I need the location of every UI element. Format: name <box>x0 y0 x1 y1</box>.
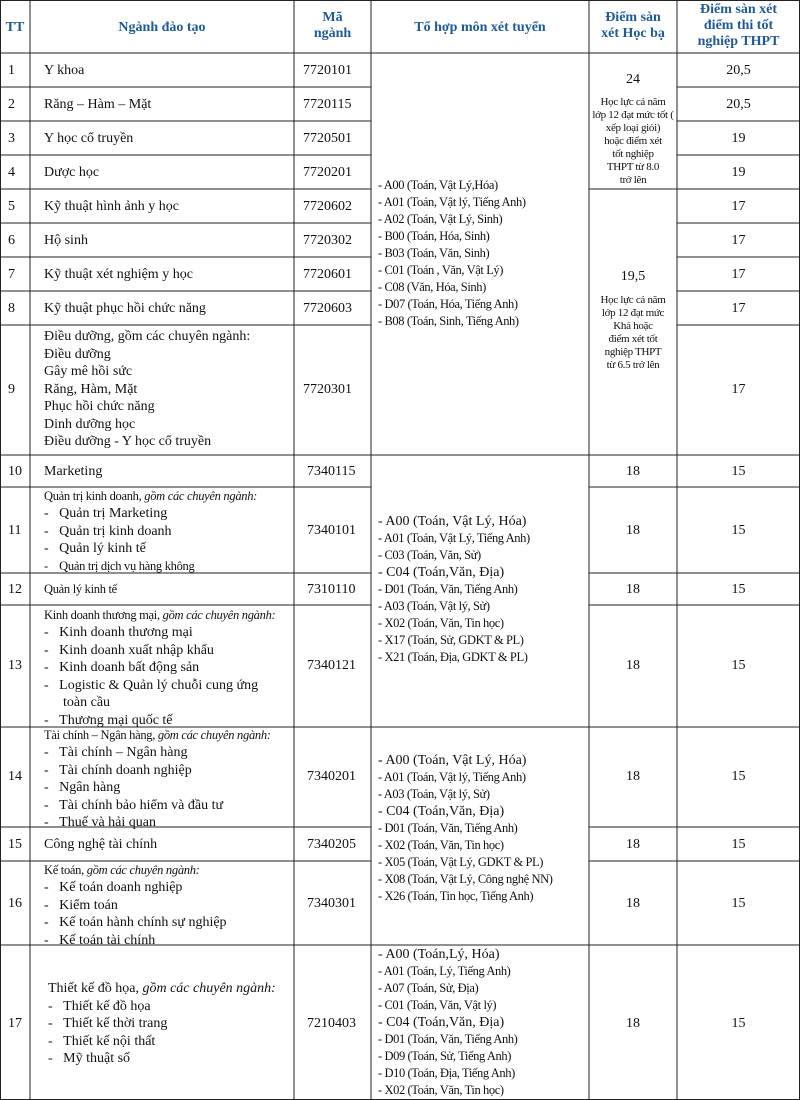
row-thpt: 17 <box>731 233 746 248</box>
row-tt: 14 <box>8 769 22 784</box>
row-major: Hộ sinh <box>44 233 88 248</box>
row-major: Quản trị kinh doanh, gồm các chuyên ngành: - Quản trị Marketing - Quản trị kinh doanh - Quản lý kinh tế - Quản trị dịch vụ hàng không <box>44 489 258 573</box>
row-code: 7720201 <box>303 165 352 180</box>
row-code: 7210403 <box>307 1016 356 1031</box>
row-major: Kế toán, gồm các chuyên ngành: - Kế toán doanh nghiệp - Kiểm toán - Kế toán hành chính sự nghiệp - Kế toán tài chính <box>44 863 227 948</box>
hocba-note: Học lực cả năm lớp 12 đạt mức Khá hoặc điểm xét tốt nghiệp THPT từ 6.5 trở lên <box>600 294 666 371</box>
row-code: 7720101 <box>303 63 352 78</box>
row-tt: 2 <box>8 97 15 112</box>
row-hocba: 18 <box>626 1016 640 1031</box>
combo-list: - A00 (Toán, Vật Lý,Hóa) - A01 (Toán, Vật lý, Tiếng Anh) - A02 (Toán, Vật Lý, Sinh) - B00 (Toán, Hóa, Sinh) - B03 (Toán, Văn, Sinh) - C01 (Toán , Văn, Vật Lý) - C08 (Văn, Hóa, Sinh) - D07 (Toán, Hóa, Tiếng Anh) - B08 (Toán, Sinh, Tiếng Anh) <box>378 178 526 328</box>
row-code: 7720601 <box>303 267 352 282</box>
row-tt: 6 <box>8 233 15 248</box>
row-thpt: 15 <box>731 658 746 673</box>
row-thpt: 15 <box>731 523 746 538</box>
row-major: Công nghệ tài chính <box>44 837 158 852</box>
row-tt: 8 <box>8 301 15 316</box>
row-thpt: 17 <box>731 301 746 316</box>
row-thpt: 15 <box>731 769 746 784</box>
row-code: 7310110 <box>307 582 356 597</box>
row-thpt: 15 <box>731 582 746 597</box>
row-code: 7340101 <box>307 523 356 538</box>
row-tt: 15 <box>8 837 22 852</box>
row-major: Thiết kế đồ họa, gồm các chuyên ngành: - Thiết kế đồ họa - Thiết kế thời trang - Thiết kế nội thất - Mỹ thuật số <box>48 981 276 1066</box>
row-tt: 10 <box>8 464 22 479</box>
row-hocba: 18 <box>626 769 640 784</box>
row-tt: 12 <box>8 582 22 597</box>
row-tt: 5 <box>8 199 15 214</box>
row-hocba: 18 <box>626 896 640 911</box>
row-major: Điều dưỡng, gồm các chuyên ngành: Điều dưỡng Gây mê hồi sức Răng, Hàm, Mặt Phục hồi chức năng Dinh dưỡng học Điều dưỡng - Y học cổ truyền <box>44 329 251 449</box>
header-hocba: Điểm sàn xét Học bạ <box>601 10 665 41</box>
header-tt: TT <box>5 20 25 35</box>
row-tt: 17 <box>8 1016 22 1031</box>
row-tt: 1 <box>8 63 15 78</box>
row-major: Kỹ thuật xét nghiệm y học <box>44 267 193 282</box>
row-code: 7340201 <box>307 769 356 784</box>
row-thpt: 20,5 <box>726 63 751 78</box>
row-tt: 7 <box>8 267 15 282</box>
row-thpt: 17 <box>731 382 746 397</box>
row-thpt: 15 <box>731 464 746 479</box>
row-thpt: 19 <box>731 131 746 146</box>
row-thpt: 15 <box>731 896 746 911</box>
row-code: 7720501 <box>303 131 352 146</box>
combo-list: - A00 (Toán, Vật Lý, Hóa) - A01 (Toán, Vật lý, Tiếng Anh) - A03 (Toán, Vật lý, Sử) - C04 (Toán,Văn, Địa) - D01 (Toán, Văn, Tiếng Anh) - X02 (Toán, Văn, Tin học) - X05 (Toán, Vật Lý, GDKT & PL) - X08 (Toán, Vật Lý, Công nghệ NN) - X26 (Toán, Tin học, Tiếng Anh) <box>378 753 553 903</box>
row-hocba: 18 <box>626 464 640 479</box>
row-tt: 16 <box>8 896 22 911</box>
row-code: 7720301 <box>303 382 352 397</box>
row-major: Marketing <box>44 464 103 479</box>
row-major: Kỹ thuật hình ảnh y học <box>44 199 179 214</box>
combo-list: - A00 (Toán,Lý, Hóa) - A01 (Toán, Lý, Tiếng Anh) - A07 (Toán, Sử, Địa) - C01 (Toán, Văn, Vật lý) - C04 (Toán,Văn, Địa) - D01 (Toán, Văn, Tiếng Anh) - D09 (Toán, Sử, Tiếng Anh) - D10 (Toán, Địa, Tiếng Anh) - X02 (Toán, Văn, Tin học) <box>378 947 518 1097</box>
row-major: Y học cổ truyền <box>44 131 134 146</box>
row-tt: 3 <box>8 131 15 146</box>
row-tt: 13 <box>8 658 22 673</box>
header-code: Mã ngành <box>313 10 352 41</box>
row-major: Kỹ thuật phục hồi chức năng <box>44 301 206 316</box>
header-thpt: Điểm sàn xét điểm thi tốt nghiệp THPT <box>697 2 780 49</box>
hocba-note: Học lực cả năm lớp 12 đạt mức tốt ( xếp loại giỏi) hoặc điểm xét tốt nghiệp THPT từ 8.0 trở lên <box>592 96 674 186</box>
combo-list: - A00 (Toán, Vật Lý, Hóa) - A01 (Toán, Vật Lý, Tiếng Anh) - C03 (Toán, Văn, Sử) - C04 (Toán,Văn, Địa) - D01 (Toán, Văn, Tiếng Anh) - A03 (Toán, Vật lý, Sử) - X02 (Toán, Văn, Tin học) - X17 (Toán, Sử, GDKT & PL) - X21 (Toán, Địa, GDKT & PL) <box>378 514 530 664</box>
row-thpt: 15 <box>731 1016 746 1031</box>
row-thpt: 17 <box>731 267 746 282</box>
row-major: Quản lý kinh tế <box>44 582 117 596</box>
row-major: Răng – Hàm – Mặt <box>44 97 152 112</box>
hocba-score: 24 <box>626 72 640 87</box>
row-thpt: 20,5 <box>726 97 751 112</box>
row-thpt: 19 <box>731 165 746 180</box>
row-code: 7720603 <box>303 301 352 316</box>
row-code: 7720602 <box>303 199 352 214</box>
row-hocba: 18 <box>626 582 640 597</box>
row-tt: 11 <box>8 523 22 538</box>
row-major: Dược học <box>44 165 100 180</box>
row-hocba: 18 <box>626 837 640 852</box>
row-major: Tài chính – Ngân hàng, gồm các chuyên ngành: - Tài chính – Ngân hàng - Tài chính doanh nghiệp - Ngân hàng - Tài chính bảo hiểm và đầu tư - Thuế và hải quan <box>44 728 271 830</box>
hocba-score: 19,5 <box>620 269 646 284</box>
row-code: 7720302 <box>303 233 352 248</box>
row-tt: 9 <box>8 382 15 397</box>
row-code: 7340205 <box>307 837 356 852</box>
row-hocba: 18 <box>626 658 640 673</box>
row-tt: 4 <box>8 165 15 180</box>
row-code: 7340115 <box>307 464 356 479</box>
row-thpt: 17 <box>731 199 746 214</box>
row-major: Kinh doanh thương mại, gồm các chuyên ngành: - Kinh doanh thương mại - Kinh doanh xuất nhập khẩu - Kinh doanh bất động sản - Logistic & Quản lý chuỗi cung ứng toàn cầu - Thương mại quốc tế <box>44 608 276 728</box>
row-code: 7720115 <box>303 97 352 112</box>
row-major: Y khoa <box>44 63 85 78</box>
row-code: 7340301 <box>307 896 356 911</box>
row-hocba: 18 <box>626 523 640 538</box>
header-major: Ngành đào tạo <box>118 20 206 35</box>
header-combos: Tổ hợp môn xét tuyển <box>414 20 546 35</box>
row-thpt: 15 <box>731 837 746 852</box>
row-code: 7340121 <box>307 658 356 673</box>
